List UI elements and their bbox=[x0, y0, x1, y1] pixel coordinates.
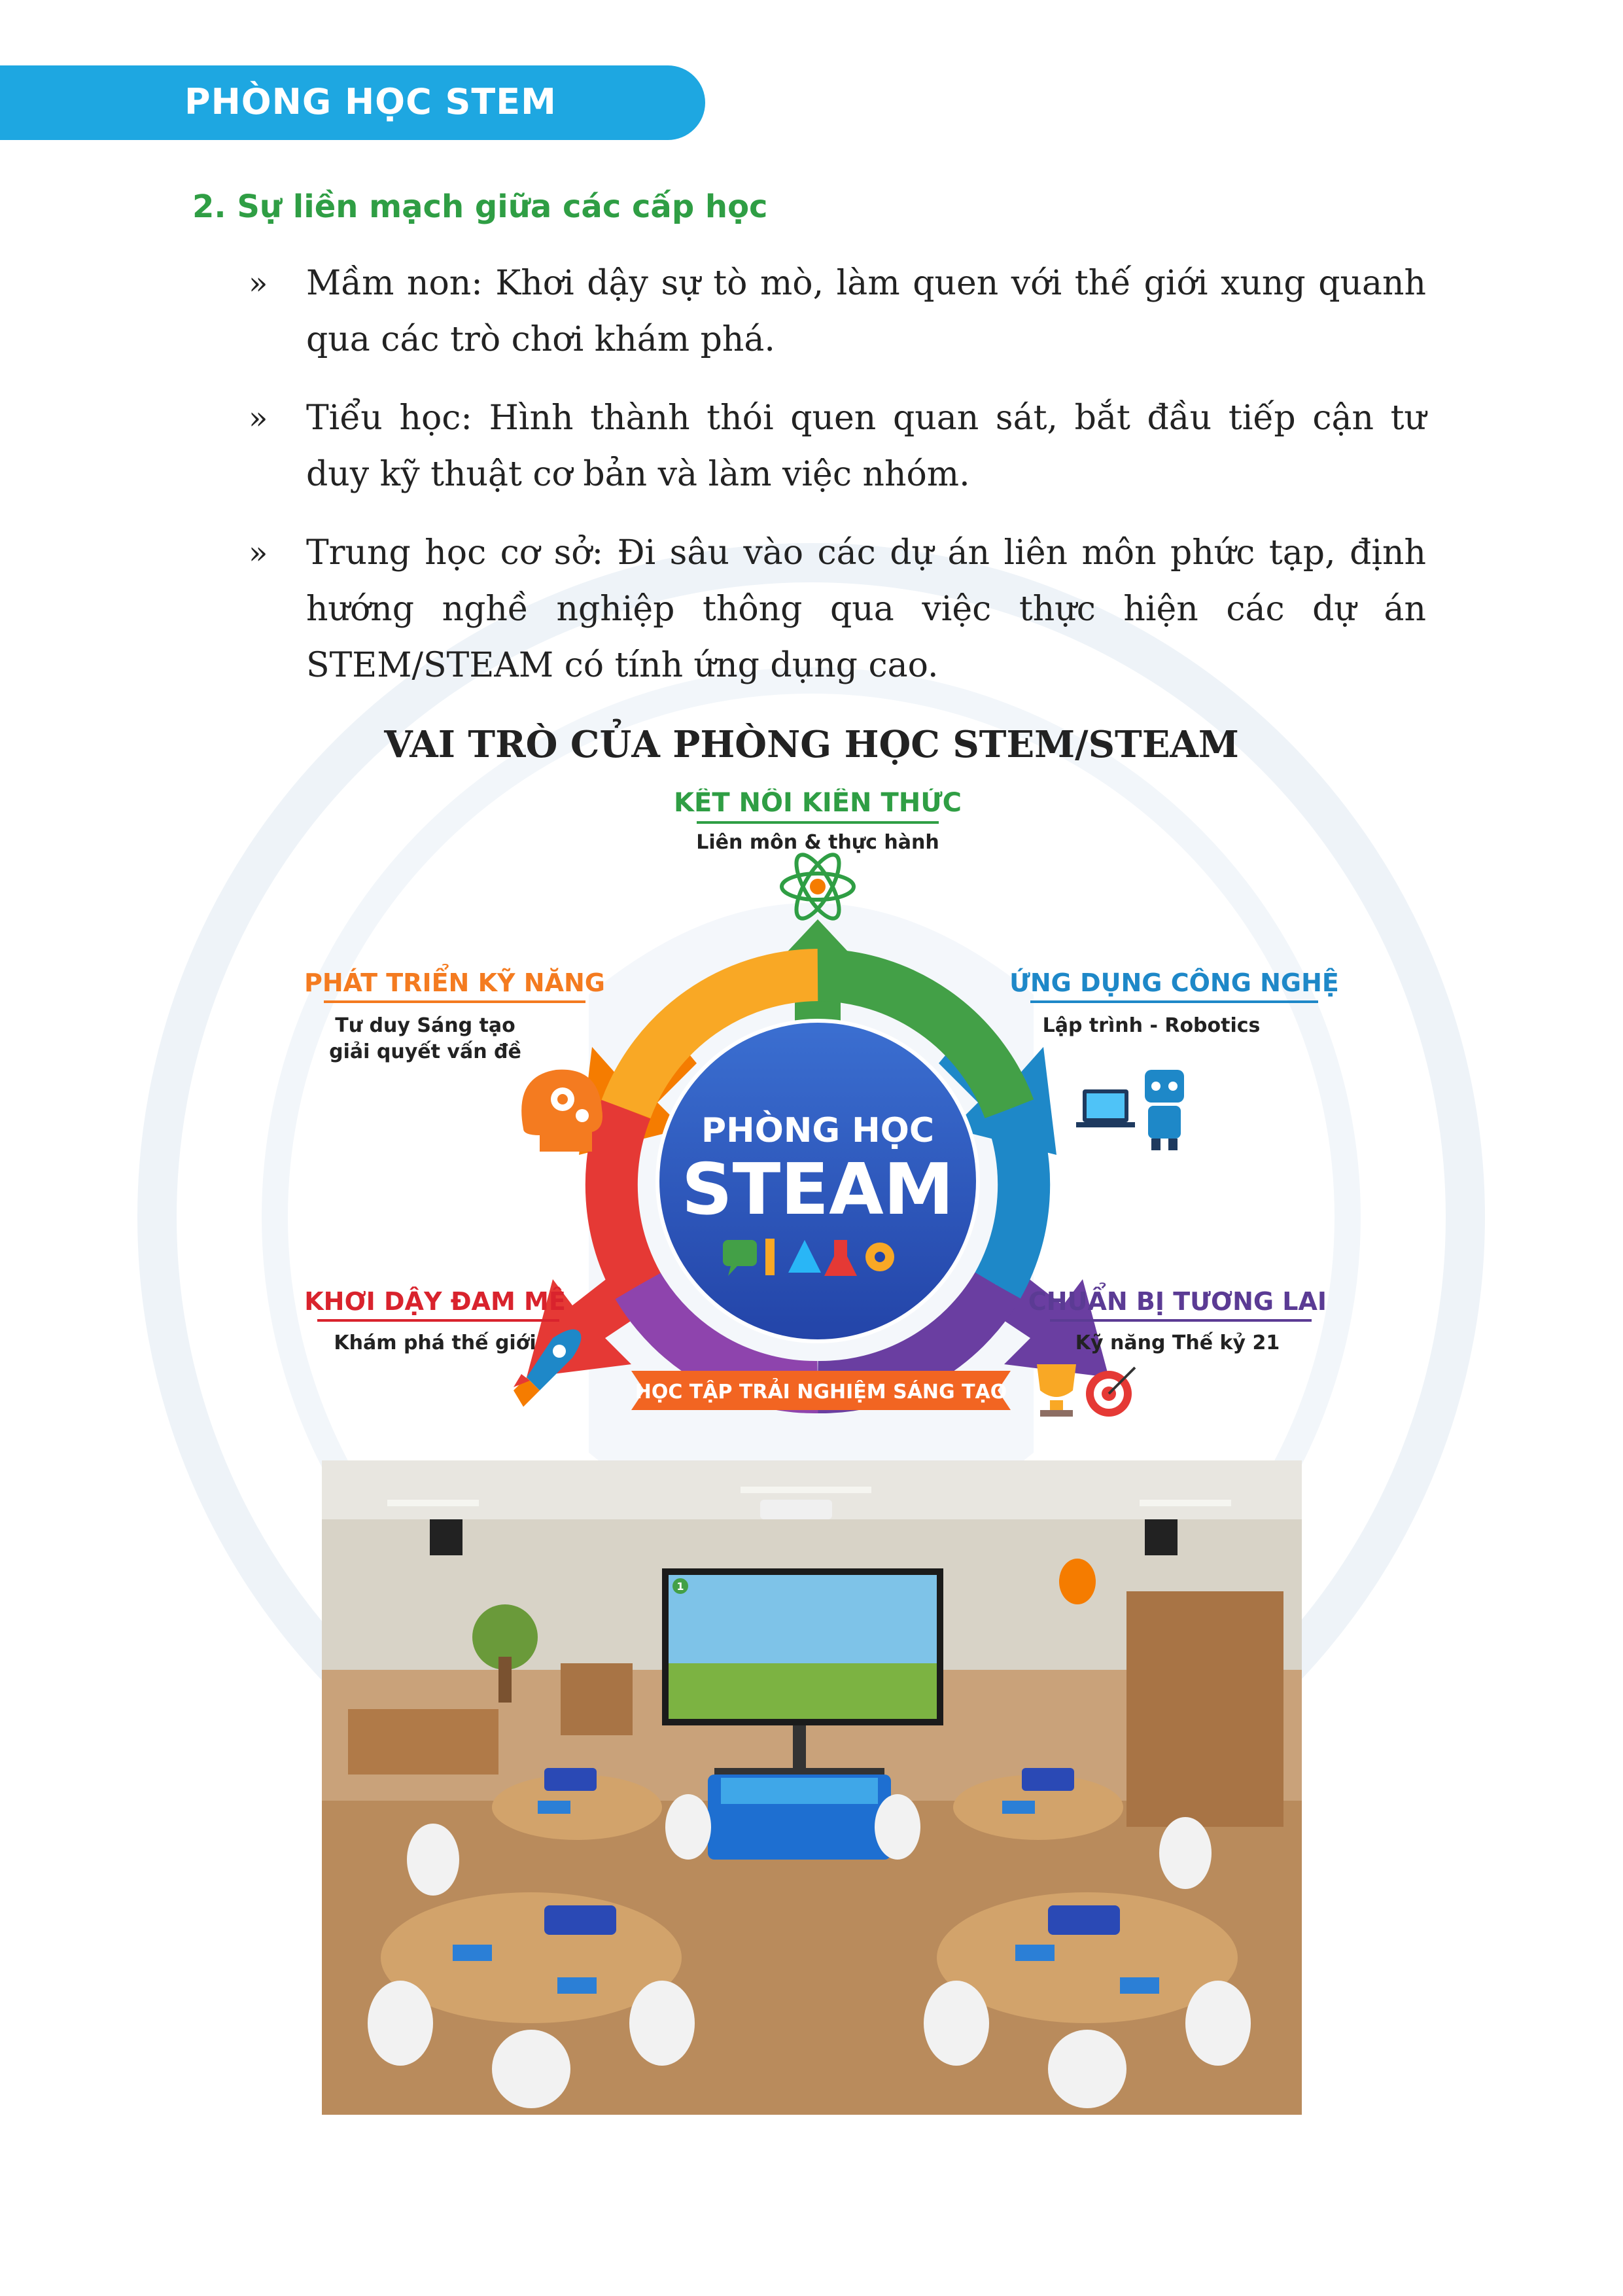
steam-infographic bbox=[265, 788, 1372, 1426]
node-lower-left-title: KHƠI DẬY ĐAM MÊ bbox=[304, 1287, 566, 1316]
bullet-marker: » bbox=[249, 400, 268, 436]
classroom-photo bbox=[322, 1460, 1302, 2115]
center-label-1: PHÒNG HỌC bbox=[701, 1111, 935, 1150]
brain-gears-icon bbox=[521, 1070, 602, 1152]
list-item bbox=[249, 255, 1426, 368]
bullet-text: Tiểu học: Hình thành thói quen quan sát, bắt đầu tiếp cận tư duy kỹ thuật cơ bản và làm việc nhóm. bbox=[306, 398, 1426, 494]
node-lower-left-subtitle: Khám phá thế giới bbox=[334, 1332, 536, 1354]
bullet-text: Trung học cơ sở: Đi sâu vào các dự án liên môn phức tạp, định hướng nghề nghiệp thông qua việc thực hiện các dự án STEM/STEAM có tính ứng dụng cao. bbox=[306, 533, 1426, 685]
bullet-text: Mầm non: Khơi dậy sự tò mò, làm quen với thế giới xung quanh qua các trò chơi khám phá. bbox=[306, 264, 1426, 359]
figure-title: VAI TRÒ CỦA PHÒNG HỌC STEM/STEAM bbox=[384, 723, 1239, 766]
node-upper-right-title: ỨNG DỤNG CÔNG NGHỆ bbox=[1009, 968, 1339, 997]
node-top-subtitle: Liên môn & thực hành bbox=[696, 831, 939, 854]
node-upper-left-line1: Tư duy Sáng tạo bbox=[335, 1014, 515, 1037]
section-heading: 2. Sự liền mạch giữa các cấp học bbox=[192, 188, 768, 225]
node-lower-right-title: CHUẨN BỊ TƯƠNG LAI bbox=[1028, 1287, 1327, 1316]
node-upper-left-title: PHÁT TRIỂN KỸ NĂNG bbox=[304, 968, 605, 997]
node-upper-left-line2: giải quyết vấn đề bbox=[329, 1040, 521, 1063]
header-title: PHÒNG HỌC STEM bbox=[184, 81, 557, 122]
list-item bbox=[249, 390, 1426, 503]
node-top-title: KẾT NỐI KIẾN THỨC bbox=[674, 788, 962, 818]
atom-icon bbox=[782, 849, 854, 924]
screen-badge: 1 bbox=[676, 1580, 684, 1593]
list-item bbox=[249, 525, 1426, 694]
bullet-list bbox=[249, 255, 1426, 716]
bullet-marker: » bbox=[249, 265, 268, 302]
center-label-2: STEAM bbox=[681, 1149, 954, 1231]
bottom-banner-label: HỌC TẬP TRẢI NGHIỆM SÁNG TẠO bbox=[635, 1381, 1007, 1404]
node-upper-right-subtitle: Lập trình - Robotics bbox=[1042, 1014, 1261, 1037]
node-lower-right-subtitle: Kỹ năng Thế kỷ 21 bbox=[1075, 1332, 1280, 1354]
laptop-robot-icon bbox=[1076, 1070, 1184, 1150]
bullet-marker: » bbox=[249, 535, 268, 571]
